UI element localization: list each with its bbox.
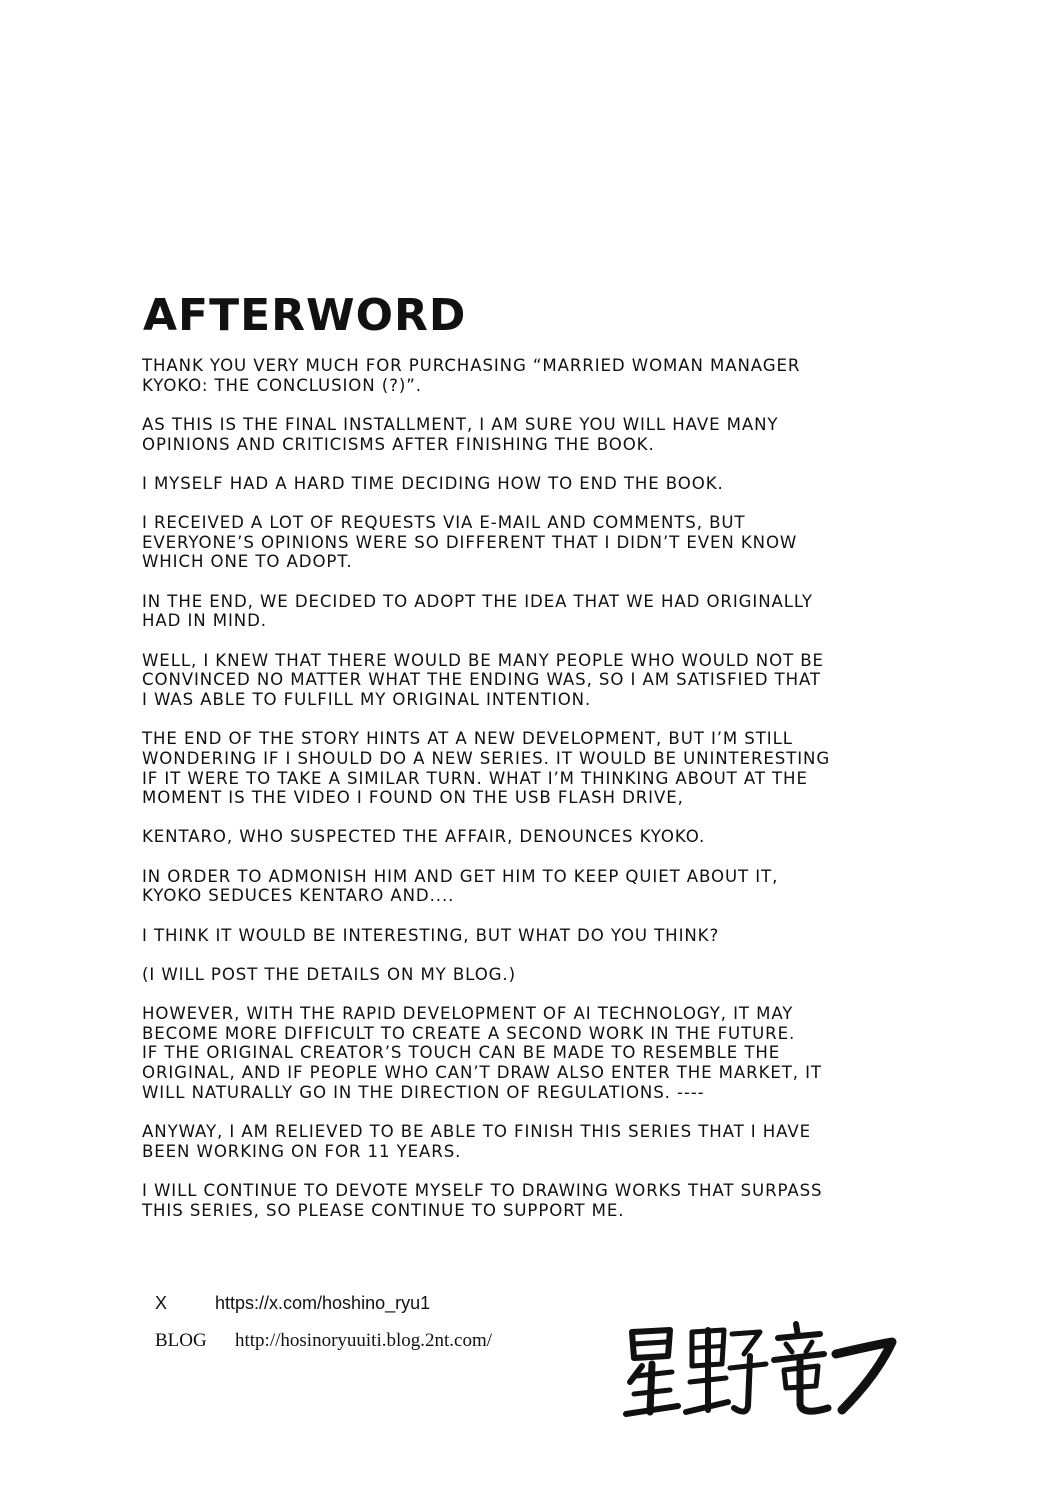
paragraph-line: HAD IN MIND. [142, 611, 267, 631]
paragraph-line: CONVINCED NO MATTER WHAT THE ENDING WAS, SO I AM SATISFIED THAT [142, 670, 821, 690]
blog-link-row [155, 1322, 492, 1360]
paragraph-line: WHICH ONE TO ADOPT. [142, 552, 353, 572]
afterword-body [142, 356, 932, 1240]
paragraph-line: IN THE END, WE DECIDED TO ADOPT THE IDEA THAT WE HAD ORIGINALLY [142, 591, 813, 611]
paragraph-line: EVERYONE’S OPINIONS WERE SO DIFFERENT THAT I DIDN’T EVEN KNOW [142, 532, 798, 552]
paragraph [142, 1122, 932, 1161]
paragraph [142, 415, 932, 454]
paragraph-line: ANYWAY, I AM RELIEVED TO BE ABLE TO FINISH THIS SERIES THAT I HAVE [142, 1121, 811, 1141]
paragraph-line: IF IT WERE TO TAKE A SIMILAR TURN. WHAT I’M THINKING ABOUT AT THE [142, 768, 808, 788]
paragraph-line: BEEN WORKING ON FOR 11 YEARS. [142, 1141, 462, 1161]
page-title: AFTERWORD [143, 290, 467, 341]
paragraph-line: IN ORDER TO ADMONISH HIM AND GET HIM TO KEEP QUIET ABOUT IT, [142, 866, 779, 886]
paragraph-line: I MYSELF HAD A HARD TIME DECIDING HOW TO END THE BOOK. [142, 473, 724, 493]
paragraph-line: HOWEVER, WITH THE RAPID DEVELOPMENT OF AI TECHNOLOGY, IT MAY [142, 1003, 794, 1023]
paragraph [142, 474, 932, 494]
paragraph-line: WILL NATURALLY GO IN THE DIRECTION OF REGULATIONS. ---- [142, 1082, 705, 1102]
paragraph-line: KYOKO SEDUCES KENTARO AND.... [142, 886, 455, 906]
paragraph-line: MOMENT IS THE VIDEO I FOUND ON THE USB FLASH DRIVE, [142, 788, 684, 808]
blog-url-link[interactable]: http://hosinoryuuiti.blog.2nt.com/ [235, 1330, 493, 1351]
paragraph-line: I THINK IT WOULD BE INTERESTING, BUT WHAT DO YOU THINK? [142, 925, 720, 945]
paragraph [142, 867, 932, 906]
author-signature [620, 1320, 900, 1420]
contact-links [155, 1284, 492, 1360]
paragraph-line: AS THIS IS THE FINAL INSTALLMENT, I AM SURE YOU WILL HAVE MANY [142, 414, 779, 434]
paragraph-line: ORIGINAL, AND IF PEOPLE WHO CAN’T DRAW ALSO ENTER THE MARKET, IT [142, 1063, 822, 1083]
paragraph [142, 651, 932, 710]
paragraph-line: WELL, I KNEW THAT THERE WOULD BE MANY PEOPLE WHO WOULD NOT BE [142, 650, 824, 670]
paragraph-line: KENTARO, WHO SUSPECTED THE AFFAIR, DENOUNCES KYOKO. [142, 827, 706, 847]
paragraph-line: THE END OF THE STORY HINTS AT A NEW DEVELOPMENT, BUT I’M STILL [142, 729, 793, 749]
paragraph-line: (I WILL POST THE DETAILS ON MY BLOG.) [142, 964, 516, 984]
paragraph [142, 1004, 932, 1103]
blog-label: BLOG [155, 1330, 207, 1351]
paragraph-line: THANK YOU VERY MUCH FOR PURCHASING “MARRIED WOMAN MANAGER [142, 356, 801, 375]
paragraph-line: WONDERING IF I SHOULD DO A NEW SERIES. IT WOULD BE UNINTERESTING [142, 748, 831, 768]
x-label: X [155, 1292, 168, 1313]
paragraph [142, 827, 932, 847]
paragraph-line: KYOKO: THE CONCLUSION (?)”. [142, 375, 422, 395]
paragraph [142, 965, 932, 985]
paragraph-line: I WAS ABLE TO FULFILL MY ORIGINAL INTENTION. [142, 689, 592, 709]
paragraph-line: OPINIONS AND CRITICISMS AFTER FINISHING THE BOOK. [142, 434, 655, 454]
paragraph [142, 513, 932, 572]
paragraph [142, 356, 932, 395]
paragraph-line: I WILL CONTINUE TO DEVOTE MYSELF TO DRAWING WORKS THAT SURPASS [142, 1180, 823, 1200]
paragraph-line: BECOME MORE DIFFICULT TO CREATE A SECOND WORK IN THE FUTURE. [142, 1023, 796, 1043]
paragraph [142, 729, 932, 808]
paragraph [142, 1181, 932, 1220]
paragraph-line: I RECEIVED A LOT OF REQUESTS VIA E-MAIL AND COMMENTS, BUT [142, 513, 746, 533]
x-link-row [155, 1284, 492, 1322]
paragraph [142, 592, 932, 631]
paragraph [142, 926, 932, 946]
paragraph-line: THIS SERIES, SO PLEASE CONTINUE TO SUPPORT ME. [142, 1200, 625, 1220]
x-url-link[interactable]: https://x.com/hoshino_ryu1 [215, 1292, 431, 1313]
paragraph-line: IF THE ORIGINAL CREATOR’S TOUCH CAN BE MADE TO RESEMBLE THE [142, 1043, 781, 1063]
